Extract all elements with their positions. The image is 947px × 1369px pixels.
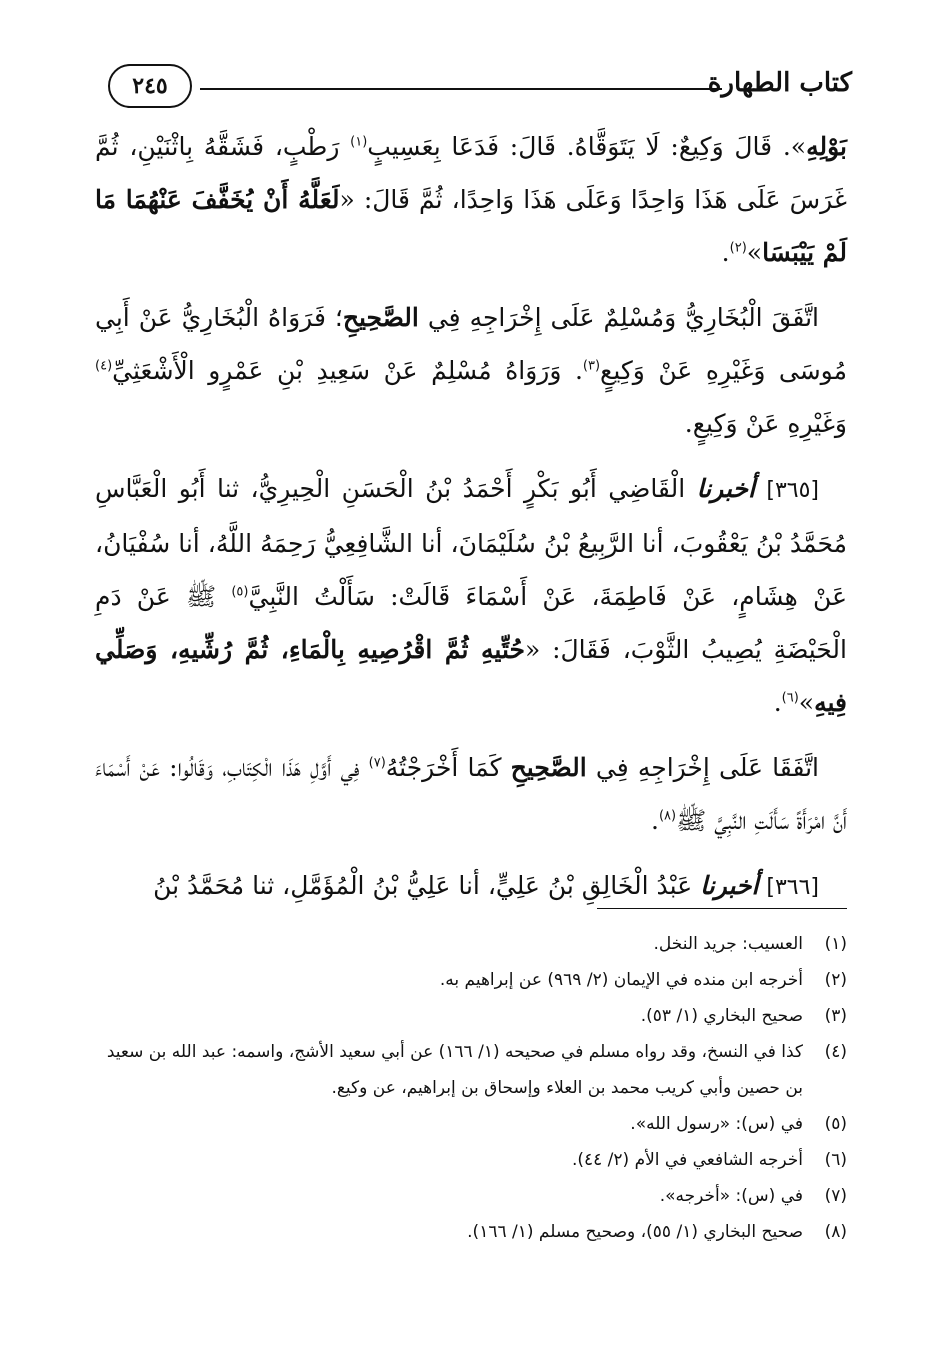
text: ﷺ عَنْ دَمِ الْحَيْضَةِ يُصِيبُ الثَّوْبَ، فَقَالَ: « xyxy=(95,582,847,664)
text: ؛ فَرَوَاهُ الْبُخَارِيُّ عَنْ أَبِي مُوسَى وَغَيْرِهِ عَنْ وَكِيعٍ xyxy=(95,303,847,385)
footnote-text: صحيح البخاري (١/ ٥٥)، وصحيح مسلم (١/ ١٦٦). xyxy=(467,1222,803,1242)
footnote-ref-5: (٥) xyxy=(231,584,249,600)
paragraph-2 xyxy=(95,291,847,450)
paragraph-4 xyxy=(95,741,847,847)
sahih-label: الصَّحِيحِ xyxy=(510,753,587,782)
footnote-ref-1: (١) xyxy=(350,134,368,150)
hadith-quote: حُتِّيهِ ثُمَّ اقْرُصِيهِ بِالْمَاءِ، ثُمَّ رُشِّيهِ، وَصَلِّي فِيهِ xyxy=(95,635,847,717)
footnote-text: في (س): «رسول الله». xyxy=(630,1114,803,1134)
footnote-item xyxy=(95,1178,847,1214)
page-header xyxy=(108,64,852,112)
text: . xyxy=(721,238,730,267)
footnote-item xyxy=(95,1142,847,1178)
footnote-ref-6: (٦) xyxy=(781,690,799,706)
hadith-number: [٣٦٥] xyxy=(766,478,820,503)
footnote-number: (٨) xyxy=(824,1222,847,1242)
main-text xyxy=(95,120,847,926)
paragraph-1 xyxy=(95,120,847,279)
text: فِي أَوَّلِ هَذَا الْكِتَابِ، وَقَالُوا: عَنْ أَسْمَاءَ أَنَّ امْرَأَةً سَأَلَتِ النَّبِيَّ ﷺ xyxy=(95,753,847,835)
footnote-text: كذا في النسخ، وقد رواه مسلم في صحيحه (١/ ١٦٦) عن أبي سعيد الأشج، واسمه: عبد الله بن سعيد بن حصين وأبي كريب محمد بن العلاء وإسحاق بن إبراهيم، عن وكيع. xyxy=(106,1042,803,1098)
footnote-ref-4: (٤) xyxy=(95,358,113,374)
header-rule xyxy=(200,88,722,90)
footnote-ref-7: (٧) xyxy=(368,755,386,771)
footnote-item xyxy=(95,926,847,962)
footnote-number: (٥) xyxy=(824,1114,847,1134)
text: . xyxy=(651,806,659,835)
hadith-number: [٣٦٦] xyxy=(766,875,819,900)
footnote-text: صحيح البخاري (١/ ٥٣). xyxy=(640,1006,803,1026)
text: كَمَا أَخْرَجْتُهُ xyxy=(385,753,511,782)
footnote-ref-3: (٣) xyxy=(582,358,601,374)
footnote-item xyxy=(95,1106,847,1142)
footnote-text: العسيب: جريد النخل. xyxy=(653,934,803,954)
footnote-text: أخرجه الشافعي في الأم (٢/ ٤٤). xyxy=(571,1150,803,1170)
text: الْقَاضِي أَبُو بَكْرٍ أَحْمَدُ بْنُ الْحَسَنِ الْحِيرِيُّ، ثنا أَبُو الْعَبَّاسِ مُحَمَّدُ بْنُ يَعْقُوبَ، أنا الرَّبِيعُ بْنُ سُلَيْمَانَ، أنا الشَّافِعِيُّ رَحِمَهُ اللَّهُ، أنا سُفْيَانُ، عَنْ هِشَامٍ، عَنْ فَاطِمَةَ، عَنْ أَسْمَاءَ قَالَتْ: سَأَلْتُ النَّبِيَّ xyxy=(95,474,847,611)
footnote-ref-2: (٢) xyxy=(729,240,747,256)
footnote-number: (٧) xyxy=(824,1186,847,1206)
book-title: كتاب الطهارة xyxy=(707,68,852,98)
hadith-quote: لَعَلَّهُ أَنْ يُخَفَّفَ عَنْهُمَا مَا لَمْ يَيْبَسَا xyxy=(95,185,847,267)
footnote-ref-8: (٨) xyxy=(658,808,677,824)
footnote-number: (٢) xyxy=(824,970,847,990)
sahih-label: الصَّحِيحِ xyxy=(342,303,419,332)
text-bold: بَوْلِهِ xyxy=(806,132,847,161)
footnotes xyxy=(95,926,847,1250)
page-number: ٢٤٥ xyxy=(108,64,192,108)
text: » xyxy=(746,238,763,267)
footnote-item xyxy=(95,1214,847,1250)
footnote-text: أخرجه ابن منده في الإيمان (٢/ ٩٦٩) عن إبراهيم به. xyxy=(439,970,803,990)
akhbarana-label: أخبرنا xyxy=(696,474,755,503)
footnote-item xyxy=(95,998,847,1034)
text: ». قَالَ وَكِيعٌ: لَا يَتَوَقَّاهُ. قَالَ: فَدَعَا بِعَسِيبٍ xyxy=(367,132,807,161)
akhbarana-label: أخبرنا xyxy=(700,871,759,900)
text: رَطْبٍ، فَشَقَّهُ بِاثْنَيْنِ، ثُمَّ غَرَسَ عَلَى هَذَا وَاحِدًا وَعَلَى هَذَا وَاحِدًا، ثُمَّ قَالَ: « xyxy=(95,132,847,214)
text: اتَّفَقَ الْبُخَارِيُّ وَمُسْلِمٌ عَلَى إِخْرَاجِهِ فِي xyxy=(418,303,819,332)
paragraph-5 xyxy=(95,859,847,914)
text: عَبْدُ الْخَالِقِ بْنُ عَلِيٍّ، أنا عَلِيُّ بْنُ الْمُؤَمَّلِ، ثنا مُحَمَّدُ بْنُ xyxy=(153,871,701,900)
footnote-item xyxy=(95,1034,847,1106)
footnote-number: (١) xyxy=(824,934,847,954)
paragraph-3 xyxy=(95,462,847,729)
footnote-text: في (س): «أخرجه». xyxy=(659,1186,803,1206)
footnote-item xyxy=(95,962,847,998)
text: » xyxy=(798,688,815,717)
footnote-separator xyxy=(597,908,847,909)
footnote-number: (٤) xyxy=(824,1042,847,1062)
footnote-number: (٦) xyxy=(824,1150,847,1170)
footnote-number: (٣) xyxy=(824,1006,847,1026)
text: . xyxy=(773,688,782,717)
text: وَغَيْرِهِ عَنْ وَكِيعٍ. xyxy=(684,409,847,438)
text: . وَرَوَاهُ مُسْلِمٌ عَنْ سَعِيدِ بْنِ عَمْرٍو الْأَشْعَثِيِّ xyxy=(112,356,583,385)
text: اتَّفَقَا عَلَى إِخْرَاجِهِ فِي xyxy=(586,753,819,782)
